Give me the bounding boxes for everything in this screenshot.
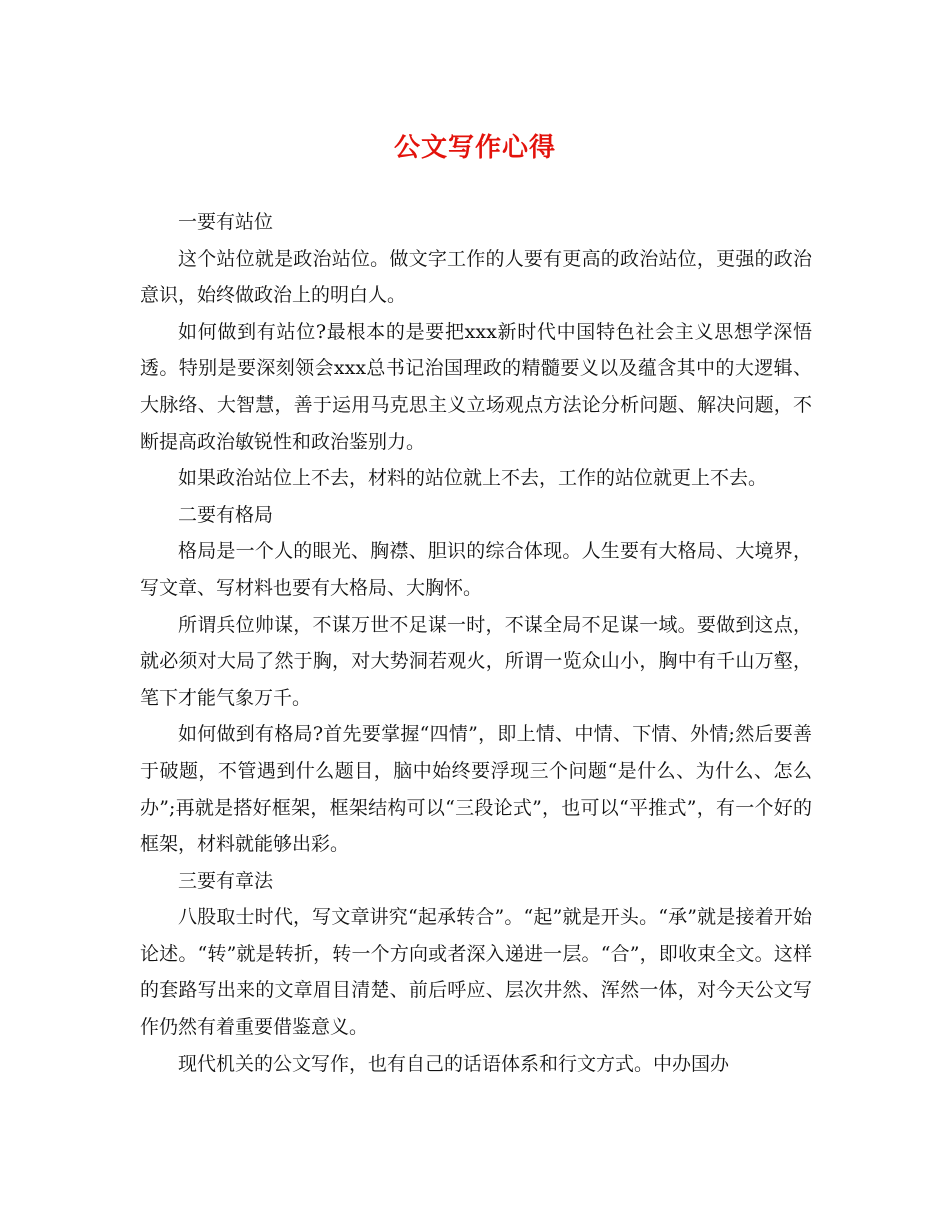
body-paragraph: 这个站位就是政治站位。做文字工作的人要有更高的政治站位，更强的政治意识，始终做政治上的明白人。 (140, 247, 812, 307)
body-paragraph: 格局是一个人的眼光、胸襟、胆识的综合体现。人生要有大格局、大境界，写文章、写材料也要有大格局、大胸怀。 (140, 540, 812, 599)
body-paragraph: 如何做到有格局?首先要掌握“四情”，即上情、中情、下情、外情;然后要善于破题，不管遇到什么题目，脑中始终要浮现三个问题“是什么、为什么、怎么办”;再就是搭好框架，框架结构可以“三段论式”，也可以“平推式”，有一个好的框架，材料就能够出彩。 (140, 723, 812, 856)
body-paragraph: 如果政治站位上不去，材料的站位就上不去，工作的站位就更上不去。 (178, 467, 768, 490)
heading-paragraph: 二要有格局 (178, 503, 274, 526)
document-title: 公文写作心得 (393, 133, 556, 163)
body-paragraph: 现代机关的公文写作，也有自己的话语体系和行文方式。中办国办 (178, 1052, 730, 1075)
body-paragraph: 八股取士时代，写文章讲究“起承转合”。“起”就是开头。“承”就是接着开始论述。“转”就是转折，转一个方向或者深入递进一层。“合”，即收束全文。这样的套路写出来的文章眉目清楚、前后呼应、层次井然、浑然一体，对今天公文写作仍然有着重要借鉴意义。 (140, 906, 812, 1039)
body-paragraph: 所谓兵位帅谋，不谋万世不足谋一时，不谋全局不足谋一域。要做到这点，就必须对大局了然于胸，对大势洞若观火，所谓一览众山小，胸中有千山万壑，笔下才能气象万千。 (140, 613, 812, 709)
heading-paragraph: 一要有站位 (178, 211, 274, 233)
heading-paragraph: 三要有章法 (178, 869, 274, 892)
body-paragraph: 如何做到有站位?最根本的是要把xxx新时代中国特色社会主义思想学深悟透。特别是要深刻领会xxx总书记治国理政的精髓要义以及蕴含其中的大逻辑、大脉络、大智慧，善于运用马克思主义立场观点方法论分析问题、解决问题，不断提高政治敏锐性和政治鉴别力。 (140, 320, 812, 453)
document-body (140, 204, 812, 1082)
